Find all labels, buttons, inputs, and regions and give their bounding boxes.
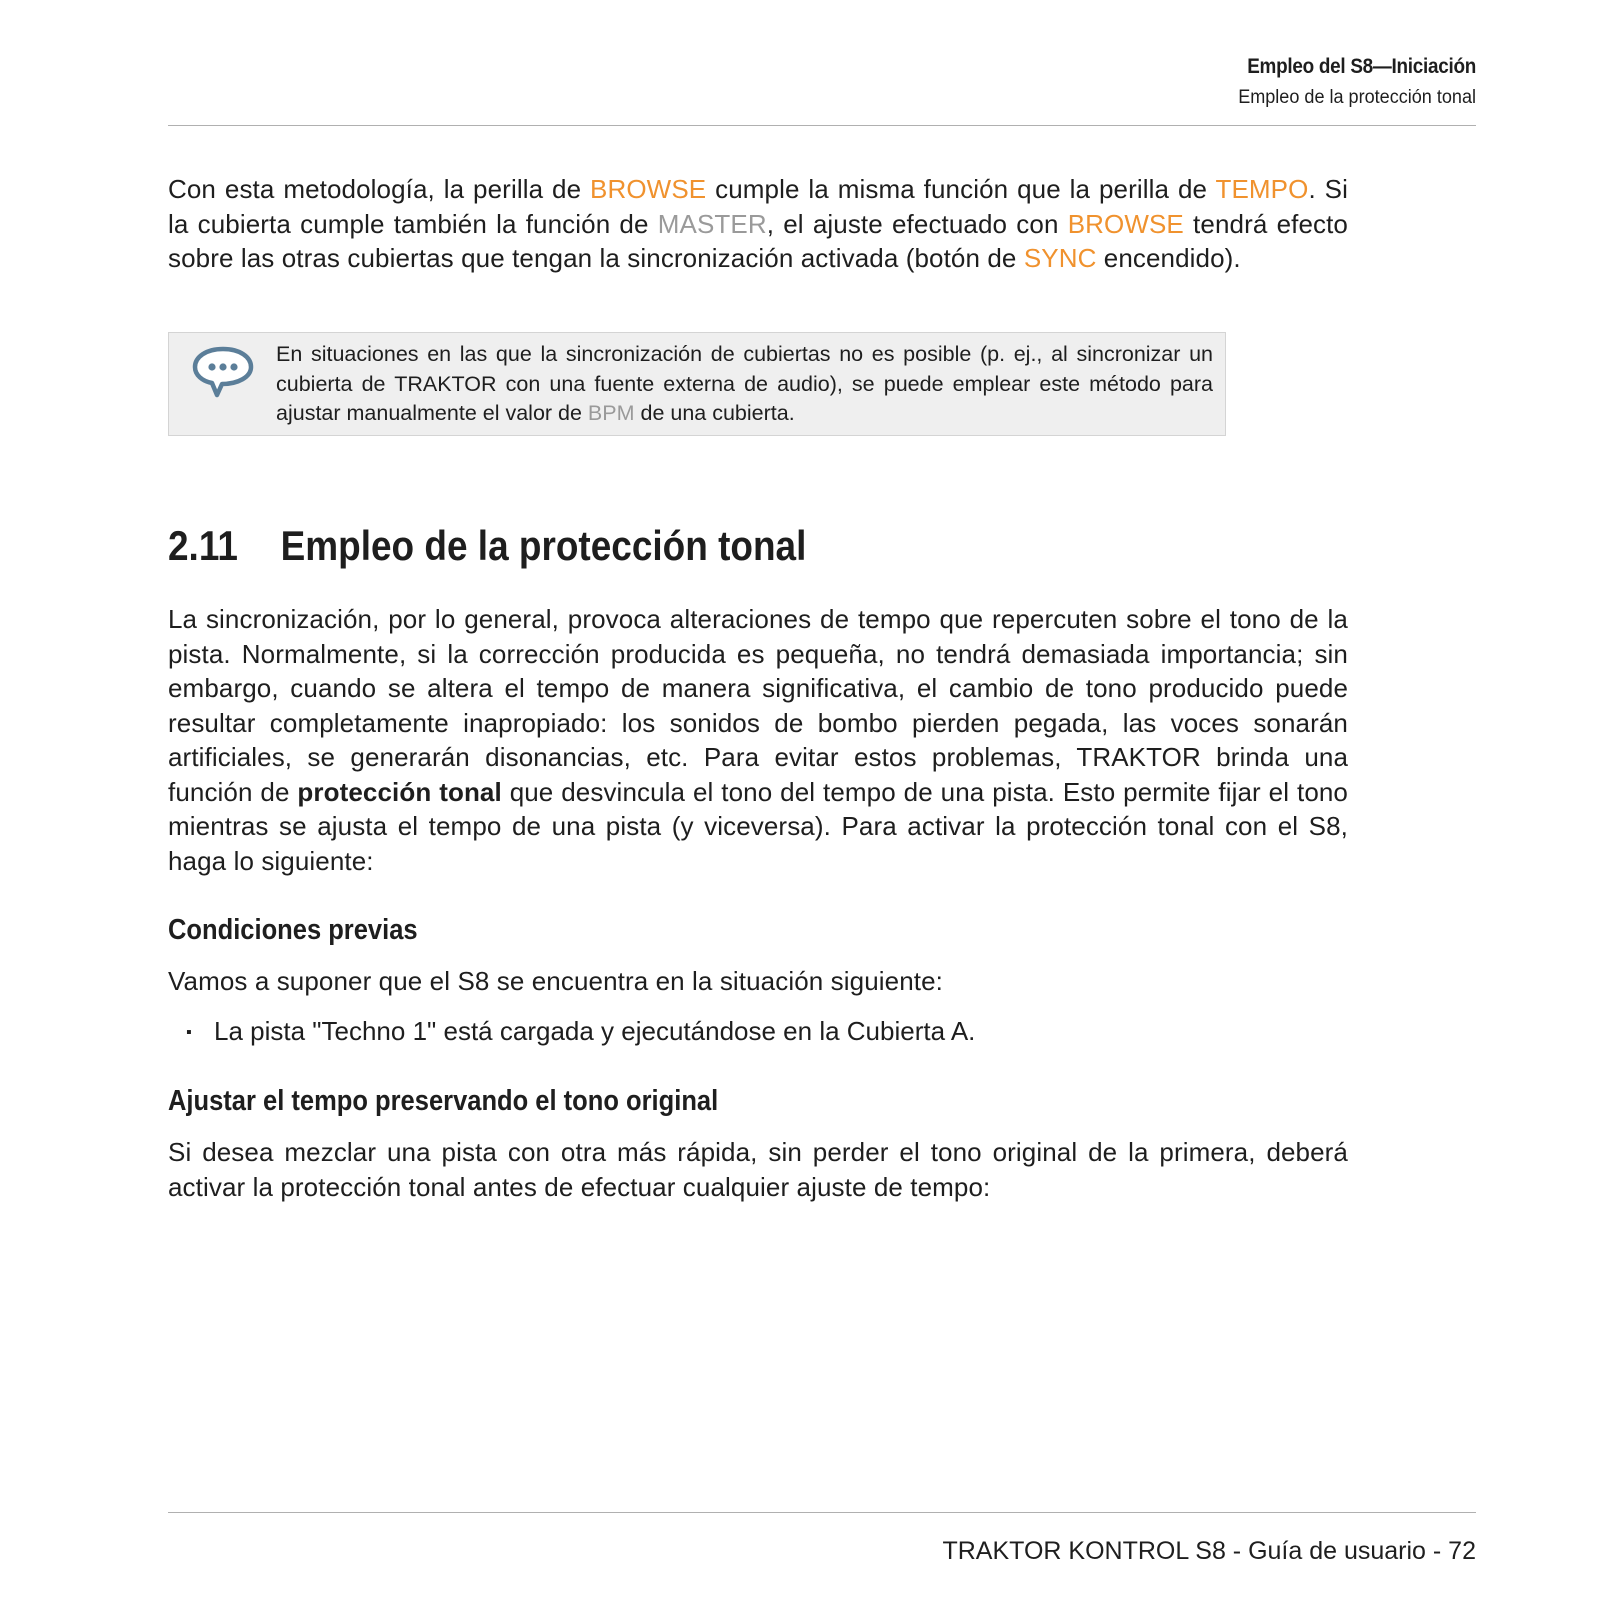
text-run: La sincronización, por lo general, provoca alteraciones de tempo que repercuten sobre el tono de la pista. Normalmente, si la corrección producida es pequeña, no tendrá demasiada importancia; sin embargo, cuando se altera el tempo de manera significativa, el cambio de tono producido puede resultar completamente inapropiado: los sonidos de bombo pierden pegada, las voces sonarán artificiales, se generarán disonancias, etc. Para evitar estos problemas, TRAKTOR brinda una función de bbox=[168, 604, 1348, 807]
text-run: En situaciones en las que la sincronización de cubiertas no es posible (p. ej., al sincronizar un cubierta de TRAKTOR con una fuente externa de audio), se puede emplear este método para ajustar manualmente el valor de bbox=[276, 342, 1213, 425]
section-paragraph bbox=[168, 602, 1348, 878]
intro-paragraph bbox=[168, 172, 1348, 276]
speech-bubble-icon bbox=[191, 345, 255, 401]
header-chapter-title: Empleo del S8—Iniciación bbox=[1247, 55, 1476, 78]
note-text bbox=[276, 340, 1213, 429]
list-item bbox=[186, 1014, 975, 1050]
text-run: Con esta metodología, la perilla de bbox=[168, 174, 591, 204]
text-run: que desvincula el tono del tempo de una pista. Esto permite fijar el tono mientras se ajusta el tempo de una pista (y viceversa). Para activar la protección tonal con el S8, haga lo siguiente: bbox=[168, 776, 1348, 876]
text-run: de una cubierta. bbox=[634, 401, 795, 425]
sync-control-label: SYNC bbox=[1023, 243, 1097, 273]
adjust-tempo-paragraph: Si desea mezclar una pista con otra más rápida, sin perder el tono original de la primera, deberá activar la protección tonal antes de efectuar cualquier ajuste de tempo: bbox=[168, 1137, 1348, 1202]
emphasis-term: protección tonal bbox=[297, 776, 502, 807]
prerequisites-intro: Vamos a suponer que el S8 se encuentra en la situación siguiente: bbox=[168, 966, 943, 996]
browse-control-label: BROWSE bbox=[1067, 208, 1184, 239]
text-run: encendido). bbox=[1096, 243, 1241, 273]
master-control-label: MASTER bbox=[657, 208, 767, 239]
section-title: Empleo de la protección tonal bbox=[280, 522, 807, 569]
prerequisites-heading: Condiciones previas bbox=[168, 914, 418, 946]
header-divider bbox=[168, 125, 1476, 126]
note-box bbox=[168, 332, 1226, 436]
list-item-text: La pista "Techno 1" está cargada y ejecutándose en la Cubierta A. bbox=[214, 1016, 976, 1046]
text-run: cumple la misma función que la perilla de bbox=[706, 174, 1216, 204]
bullet-icon: ▪ bbox=[186, 1024, 192, 1041]
header-section-title: Empleo de la protección tonal bbox=[1238, 87, 1476, 108]
text-run: , el ajuste efectuado con bbox=[766, 208, 1068, 239]
browse-control-label: BROWSE bbox=[590, 174, 707, 204]
document-page bbox=[168, 0, 1476, 1600]
bpm-label: BPM bbox=[587, 401, 635, 425]
tempo-control-label: TEMPO bbox=[1215, 174, 1309, 204]
text-run: . Si la cubierta cumple también la función de bbox=[168, 174, 1348, 239]
section-heading bbox=[168, 518, 806, 574]
adjust-tempo-heading: Ajustar el tempo preservando el tono original bbox=[168, 1085, 719, 1117]
page-footer: TRAKTOR KONTROL S8 - Guía de usuario - 72 bbox=[942, 1537, 1476, 1565]
footer-divider bbox=[168, 1512, 1476, 1513]
text-run: tendrá efecto sobre las otras cubiertas que tengan la sincronización activada (botón de bbox=[168, 208, 1348, 273]
running-header bbox=[168, 50, 1476, 112]
section-number: 2.11 bbox=[168, 522, 238, 569]
